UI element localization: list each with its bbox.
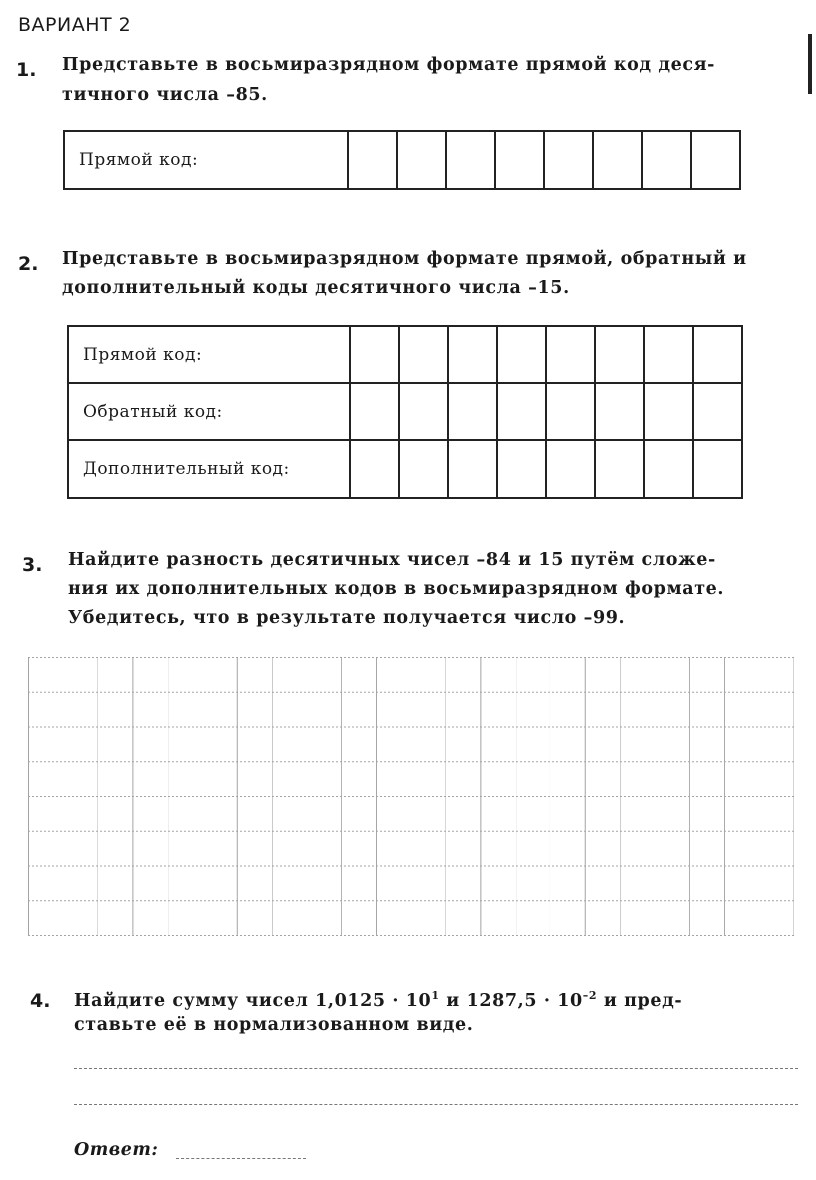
task1-text-line1: Представьте в восьмиразрядном формате прямой код деся- bbox=[62, 55, 715, 75]
bit-cell[interactable] bbox=[497, 440, 546, 498]
bit-cell[interactable] bbox=[642, 131, 691, 189]
bit-cell[interactable] bbox=[595, 440, 644, 498]
bit-cell[interactable] bbox=[644, 326, 693, 383]
bit-cell[interactable] bbox=[399, 326, 448, 383]
bit-cell[interactable] bbox=[448, 326, 497, 383]
bit-cell[interactable] bbox=[495, 131, 544, 189]
task4-number: 4. bbox=[30, 990, 51, 1012]
bit-cell[interactable] bbox=[644, 440, 693, 498]
variant-title: ВАРИАНТ 2 bbox=[18, 14, 132, 36]
margin-bar bbox=[808, 34, 812, 94]
task1-text-line2: тичного числа –85. bbox=[62, 85, 268, 105]
bit-cell[interactable] bbox=[546, 383, 595, 440]
task2-label-additional: Дополнительный код: bbox=[68, 440, 350, 498]
bit-cell[interactable] bbox=[691, 131, 740, 189]
task3-text-line3: Убедитесь, что в результате получается число –99. bbox=[68, 608, 626, 628]
work-grid[interactable] bbox=[28, 657, 795, 936]
task4-text-line2: ставьте её в нормализованном виде. bbox=[74, 1015, 474, 1035]
task3-text-line2: ния их дополнительных кодов в восьмиразрядном формате. bbox=[68, 579, 725, 599]
task3-text-line1: Найдите разность десятичных чисел –84 и 15 путём сложе- bbox=[68, 550, 716, 570]
answer-line-1[interactable] bbox=[74, 1068, 798, 1069]
task1-number: 1. bbox=[16, 59, 37, 81]
bit-cell[interactable] bbox=[497, 326, 546, 383]
task1-label-direct: Прямой код: bbox=[64, 131, 348, 189]
bit-cell[interactable] bbox=[595, 326, 644, 383]
task2-label-inverse: Обратный код: bbox=[68, 383, 350, 440]
bit-cell[interactable] bbox=[448, 383, 497, 440]
task3-number: 3. bbox=[22, 554, 43, 576]
task4-exponent-1: 1 bbox=[431, 989, 440, 1002]
bit-cell[interactable] bbox=[350, 326, 399, 383]
bit-cell[interactable] bbox=[497, 383, 546, 440]
answer-field[interactable] bbox=[176, 1158, 306, 1159]
task4-text-mid: и 1287,5 · 10 bbox=[439, 990, 583, 1011]
bit-cell[interactable] bbox=[693, 326, 742, 383]
task2-label-direct: Прямой код: bbox=[68, 326, 350, 383]
bit-cell[interactable] bbox=[350, 440, 399, 498]
answer-line-2[interactable] bbox=[74, 1104, 798, 1105]
bit-cell[interactable] bbox=[399, 440, 448, 498]
bit-cell[interactable] bbox=[693, 383, 742, 440]
bit-cell[interactable] bbox=[397, 131, 446, 189]
bit-cell[interactable] bbox=[546, 326, 595, 383]
bit-cell[interactable] bbox=[448, 440, 497, 498]
task2-table bbox=[67, 325, 743, 499]
task1-table bbox=[63, 130, 741, 190]
bit-cell[interactable] bbox=[595, 383, 644, 440]
answer-label: Ответ: bbox=[74, 1140, 159, 1160]
bit-cell[interactable] bbox=[544, 131, 593, 189]
bit-cell[interactable] bbox=[546, 440, 595, 498]
bit-cell[interactable] bbox=[593, 131, 642, 189]
bit-cell[interactable] bbox=[693, 440, 742, 498]
task4-exponent-2: –2 bbox=[582, 989, 598, 1002]
bit-cell[interactable] bbox=[446, 131, 495, 189]
task2-text-line2: дополнительный коды десятичного числа –15. bbox=[62, 278, 570, 298]
bit-cell[interactable] bbox=[644, 383, 693, 440]
task2-number: 2. bbox=[18, 253, 39, 275]
task4-text-post: и пред- bbox=[597, 990, 683, 1011]
task4-text-pre: Найдите сумму чисел 1,0125 · 10 bbox=[74, 990, 432, 1011]
bit-cell[interactable] bbox=[348, 131, 397, 189]
bit-cell[interactable] bbox=[399, 383, 448, 440]
bit-cell[interactable] bbox=[350, 383, 399, 440]
task2-text-line1: Представьте в восьмиразрядном формате прямой, обратный и bbox=[62, 249, 747, 269]
